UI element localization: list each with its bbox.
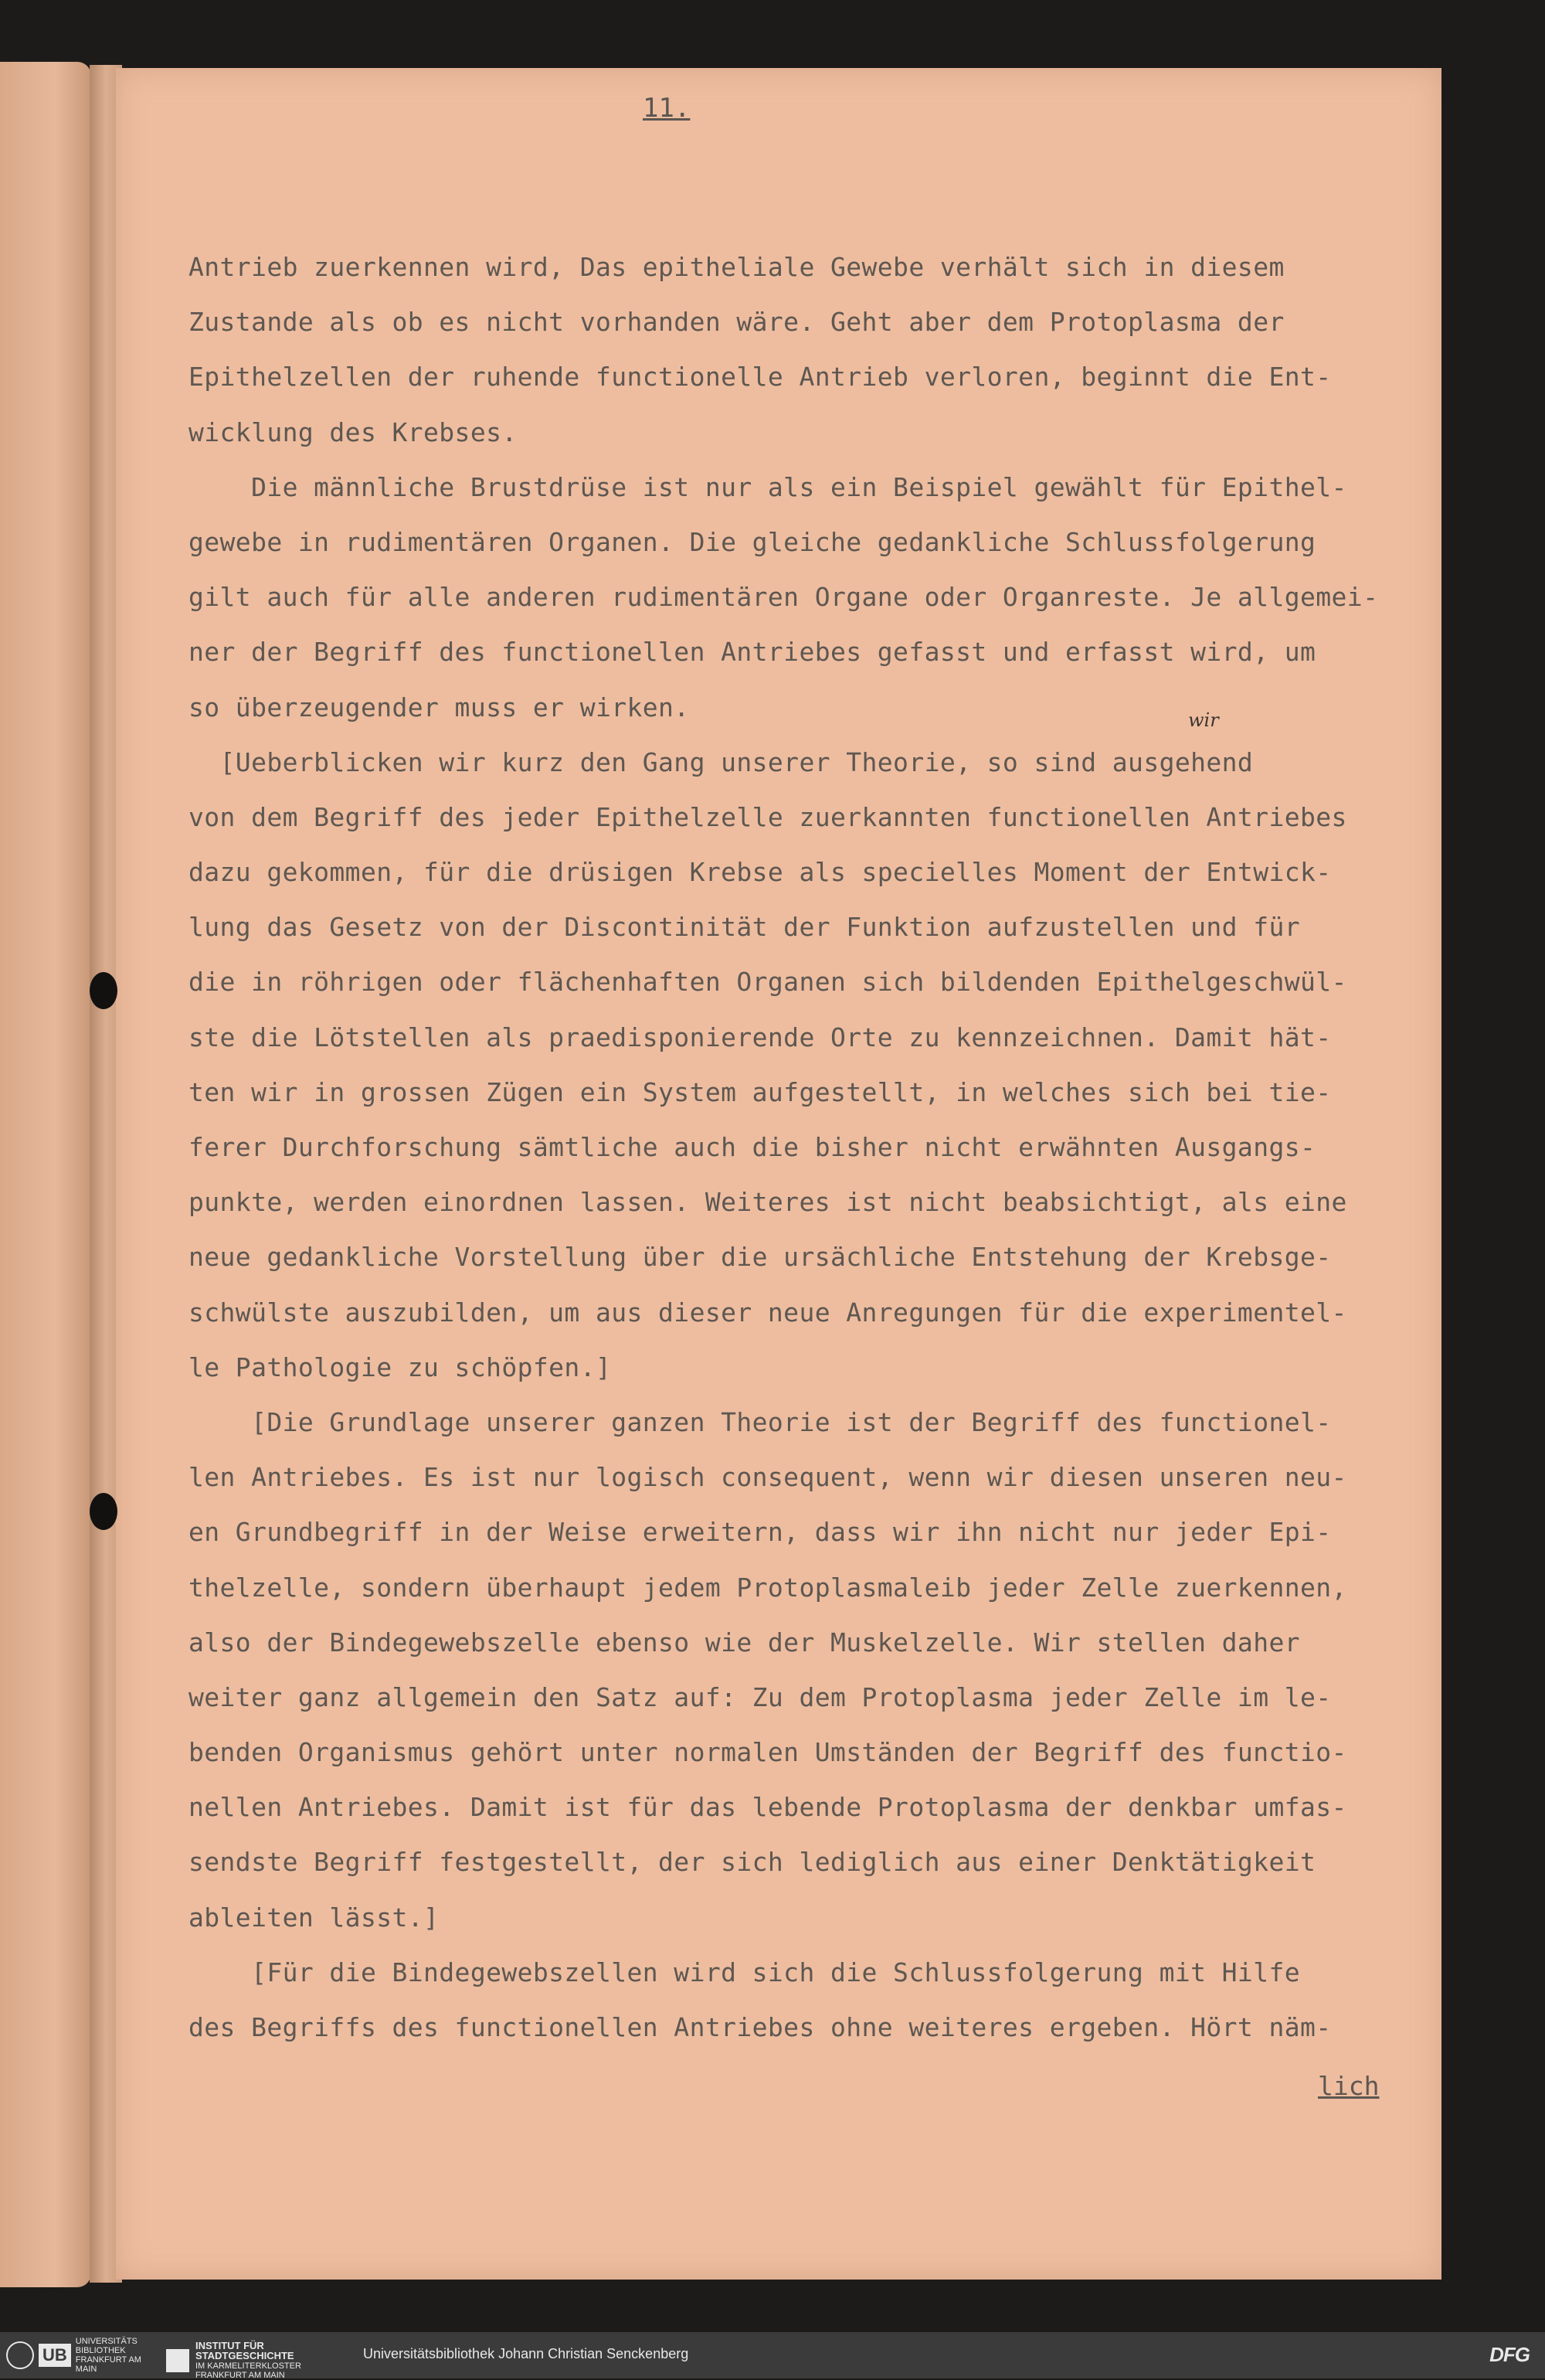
institute-icon xyxy=(166,2349,189,2372)
text-line: von dem Begriff des jeder Epithelzelle zuerkannten functionellen Antriebes xyxy=(188,801,1347,832)
institute-name xyxy=(195,2341,301,2380)
text-line: Antrieb zuerkennen wird, Das epitheliale Gewebe verhält sich in diesem xyxy=(188,252,1285,282)
text-line: dazu gekommen, für die drüsigen Krebse als specielles Moment der Entwick- xyxy=(188,857,1332,888)
text-line: thelzelle, sondern überhaupt jedem Protoplasmaleib jeder Zelle zuerkennen, xyxy=(188,1572,1347,1603)
text-line: Epithelzellen der ruhende functionelle Antrieb verloren, beginnt die Ent- xyxy=(188,362,1332,393)
text-line: so überzeugender muss er wirken. xyxy=(188,692,690,722)
text-line: benden Organismus gehört unter normalen Umständen der Begriff des functio- xyxy=(188,1737,1347,1768)
ub-name xyxy=(76,2337,153,2374)
text-line: Die männliche Brustdrüse ist nur als ein Beispiel gewählt für Epithel- xyxy=(188,471,1347,502)
text-line: neue gedankliche Vorstellung über die ursächliche Entstehung der Krebsge- xyxy=(188,1242,1332,1273)
text-line: [Für die Bindegewebszellen wird sich die Schlussfolgerung mit Hilfe xyxy=(188,1957,1301,1987)
text-line: des Begriffs des functionellen Antriebes ohne weiteres ergeben. Hört näm- xyxy=(188,2012,1332,2042)
text-line: gewebe in rudimentären Organen. Die gleiche gedankliche Schlussfolgerung xyxy=(188,526,1316,557)
footer-title: Universitätsbibliothek Johann Christian Senckenberg xyxy=(363,2346,689,2361)
institute-name-line: STADTGESCHICHTE xyxy=(195,2350,294,2361)
institute-logo[interactable] xyxy=(166,2341,301,2380)
text-line: weiter ganz allgemein den Satz auf: Zu dem Protoplasma jeder Zelle im le- xyxy=(188,1681,1332,1712)
page-number: 11. xyxy=(643,93,691,124)
text-line: punkte, werden einordnen lassen. Weiteres ist nicht beabsichtigt, als eine xyxy=(188,1187,1347,1218)
catchword: lich xyxy=(1318,2071,1380,2101)
text-line: ner der Begriff des functionellen Antriebes gefasst und erfasst wird, um xyxy=(188,637,1316,668)
text-line: len Antriebes. Es ist nur logisch consequent, wenn wir diesen unseren neu- xyxy=(188,1462,1347,1493)
institute-name-line: FRANKFURT AM MAIN xyxy=(195,2371,285,2380)
text-line: also der Bindegewebszelle ebenso wie der Muskelzelle. Wir stellen daher xyxy=(188,1627,1301,1658)
institute-name-line: INSTITUT FÜR xyxy=(195,2340,264,2351)
text-line: nellen Antriebes. Damit ist für das lebende Protoplasma der denkbar umfas- xyxy=(188,1792,1347,1823)
text-line: die in röhrigen oder flächenhaften Organen sich bildenden Epithelgeschwül- xyxy=(188,967,1347,998)
text-line: gilt auch für alle anderen rudimentären Organe oder Organreste. Je allgemei- xyxy=(188,582,1379,613)
text-line: ste die Lötstellen als praedisponierende Orte zu kennzeichnen. Damit hät- xyxy=(188,1022,1332,1052)
dfg-logo[interactable]: DFG xyxy=(1489,2343,1530,2366)
handwritten-annotation: wir xyxy=(1188,709,1219,731)
ub-seal-icon xyxy=(6,2341,34,2369)
text-line: ferer Durchforschung sämtliche auch die bisher nicht erwähnten Ausgangs- xyxy=(188,1132,1316,1162)
text-line: [Ueberblicken wir kurz den Gang unserer Theorie, so sind ausgehend xyxy=(188,746,1254,777)
text-line: ableiten lässt.] xyxy=(188,1902,440,1933)
binder-hole-bottom xyxy=(90,1493,117,1530)
text-line: wicklung des Krebses. xyxy=(188,416,518,447)
text-line: lung das Gesetz von der Discontinität der Funktion aufzustellen und für xyxy=(188,912,1301,943)
text-line: [Die Grundlage unserer ganzen Theorie ist der Begriff des functionel- xyxy=(188,1406,1332,1437)
text-line: ten wir in grossen Zügen ein System aufgestellt, in welches sich bei tie- xyxy=(188,1076,1332,1107)
viewer-footer xyxy=(0,2332,1545,2378)
ub-logo[interactable] xyxy=(6,2337,153,2374)
ub-name-line: UNIVERSITÄTS xyxy=(75,2337,138,2346)
text-line: Zustande als ob es nicht vorhanden wäre. Geht aber dem Protoplasma der xyxy=(188,307,1285,338)
text-line: en Grundbegriff in der Weise erweitern, dass wir ihn nicht nur jeder Epi- xyxy=(188,1517,1332,1548)
ub-abbrev: UB xyxy=(39,2344,71,2367)
left-page-edge xyxy=(0,62,91,2287)
typewritten-text xyxy=(188,240,1424,2055)
ub-name-line: FRANKFURT AM MAIN xyxy=(75,2355,141,2374)
binder-hole-top xyxy=(90,972,117,1009)
text-line: sendste Begriff festgestellt, der sich lediglich aus einer Denktätigkeit xyxy=(188,1847,1316,1878)
institute-name-line: IM KARMELITERKLOSTER xyxy=(195,2361,301,2371)
text-line: schwülste auszubilden, um aus dieser neue Anregungen für die experimentel- xyxy=(188,1297,1347,1328)
text-line: le Pathologie zu schöpfen.] xyxy=(188,1352,612,1382)
ub-name-line: BIBLIOTHEK xyxy=(75,2346,126,2355)
